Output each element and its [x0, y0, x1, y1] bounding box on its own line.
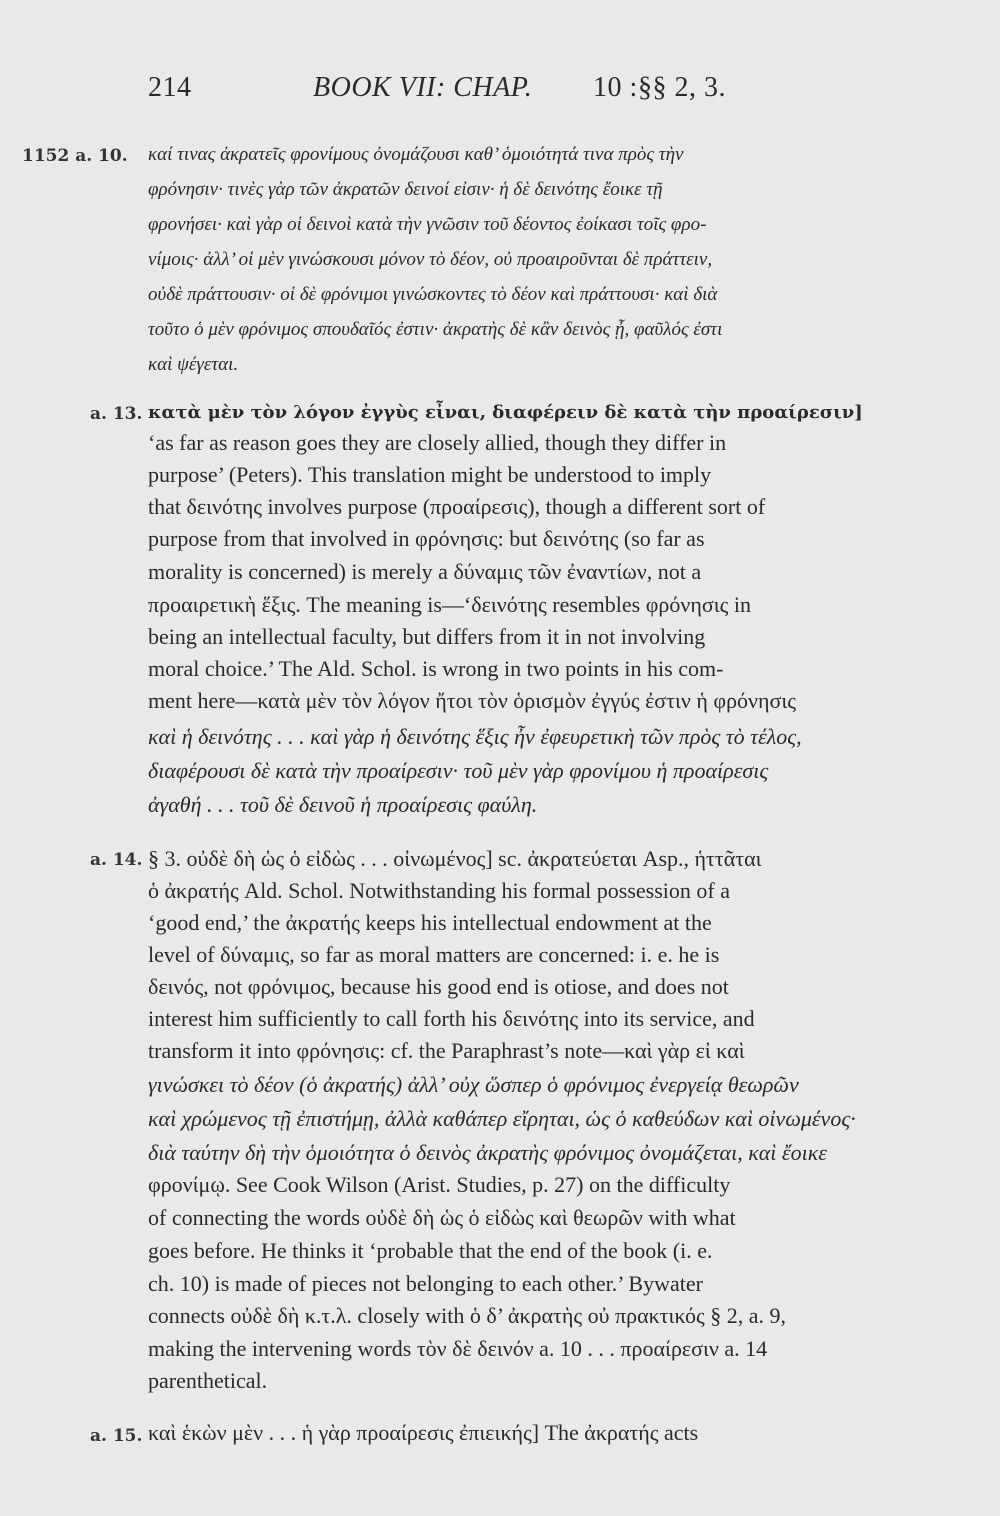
- section-range: §§ 2, 3.: [638, 72, 726, 103]
- line-reference: a. 13.: [90, 404, 143, 424]
- page-number: 214: [148, 72, 192, 103]
- note-line: ‘good end,’ the ἀκρατής keeps his intellectual endowment at the: [148, 910, 712, 935]
- note-line: of connecting the words οὐδὲ δὴ ὡς ὁ εἰδὼς καὶ θεωρῶν with what: [148, 1205, 736, 1230]
- lemma: κατὰ μὲν τὸν λόγον ἐγγὺς εἶναι, διαφέρειν δὲ κατὰ τὴν προαίρεσιν]: [148, 402, 863, 423]
- note-line: § 3. οὐδὲ δὴ ὡς ὁ εἰδὼς . . . οἰνωμένος] sc. ἀκρατεύεται Asp., ἡττᾶται: [148, 846, 762, 871]
- note-line: διαφέρουσι δὲ κατὰ τὴν προαίρεσιν· τοῦ μὲν γὰρ φρονίμου ἡ προαίρεσις: [148, 758, 769, 783]
- line-reference: a. 15.: [90, 1426, 143, 1446]
- note-line: καὶ ἡ δεινότης . . . καὶ γὰρ ἡ δεινότης ἕξις ἦν ἐφευρετικὴ τῶν πρὸς τὸ τέλος,: [148, 724, 802, 749]
- line-reference: 1152 a. 10.: [22, 146, 128, 166]
- book-title: BOOK VII: CHAP.: [313, 72, 533, 103]
- note-line: δεινός, not φρόνιμος, because his good end is otiose, and does not: [148, 974, 729, 999]
- quote-line: τοῦτο ὁ μὲν φρόνιμος σπουδαῖός ἐστιν· ἀκρατὴς δὲ κἂν δεινὸς ᾖ, φαῦλός ἐστι: [148, 319, 723, 340]
- quote-line: φρόνησιν· τινὲς γὰρ τῶν ἀκρατῶν δεινοί εἰσιν· ἡ δὲ δεινότης ἔοικε τῇ: [148, 179, 663, 200]
- quote-line: καί τινας ἀκρατεῖς φρονίμους ὀνομάζουσι καθ’ ὁμοιότητά τινα πρὸς τὴν: [148, 144, 684, 165]
- note-line: parenthetical.: [148, 1368, 268, 1393]
- note-line: connects οὐδὲ δὴ κ.τ.λ. closely with ὁ δ’ ἀκρατὴς οὐ πρακτικός § 2, a. 9,: [148, 1303, 787, 1328]
- note-line: προαιρετικὴ ἕξις. The meaning is—‘δεινότης resembles φρόνησις in: [148, 592, 751, 617]
- note-line: interest him sufficiently to call forth his δεινότης into its service, and: [148, 1006, 755, 1031]
- note-line: ὁ ἀκρατής Ald. Schol. Notwithstanding his formal possession of a: [148, 878, 730, 903]
- note-line: φρονίμῳ. See Cook Wilson (Arist. Studies, p. 27) on the difficulty: [148, 1172, 731, 1197]
- note-line: being an intellectual faculty, but differs from it in not involving: [148, 624, 706, 649]
- note-line: διὰ ταύτην δὴ τὴν ὁμοιότητα ὁ δεινὸς ἀκρατὴς φρόνιμος ὀνομάζεται, καὶ ἔοικε: [148, 1140, 827, 1165]
- note-line: ἀγαθή . . . τοῦ δὲ δεινοῦ ἡ προαίρεσις φαύλη.: [148, 792, 538, 817]
- note-line: καὶ χρώμενος τῇ ἐπιστήμῃ, ἀλλὰ καθάπερ εἴρηται, ὡς ὁ καθεύδων καὶ οἰνωμένος·: [148, 1106, 856, 1131]
- note-line: γινώσκει τὸ δέον (ὁ ἀκρατής) ἀλλ’ οὐχ ὥσπερ ὁ φρόνιμος ἐνεργείᾳ θεωρῶν: [148, 1072, 799, 1097]
- note-line: moral choice.’ The Ald. Schol. is wrong in two points in his com-: [148, 656, 724, 681]
- note-line: goes before. He thinks it ‘probable that the end of the book (i. e.: [148, 1238, 713, 1263]
- note-line: purpose from that involved in φρόνησις: but δεινότης (so far as: [148, 526, 705, 551]
- quote-line: οὐδὲ πράττουσιν· οἱ δὲ φρόνιμοι γινώσκοντες τὸ δέον καὶ πράττουσι· καὶ διὰ: [148, 284, 718, 305]
- quote-line: φρονήσει· καὶ γὰρ οἱ δεινοὶ κατὰ τὴν γνῶσιν τοῦ δέοντος ἐοίκασι τοῖς φρο-: [148, 214, 707, 235]
- note-line: ‘as far as reason goes they are closely allied, though they differ in: [148, 430, 727, 455]
- note-line: level of δύναμις, so far as moral matters are concerned: i. e. he is: [148, 942, 720, 967]
- note-line: making the intervening words τὸν δὲ δεινόν a. 10 . . . προαίρεσιν a. 14: [148, 1336, 768, 1361]
- note-line: καὶ ἑκὼν μὲν . . . ἡ γὰρ προαίρεσις ἐπιεικής] The ἀκρατής acts: [148, 1420, 699, 1445]
- note-line: ch. 10) is made of pieces not belonging to each other.’ Bywater: [148, 1271, 703, 1296]
- note-line: morality is concerned) is merely a δύναμις τῶν ἐναντίων, not a: [148, 559, 702, 584]
- note-line: ment here—κατὰ μὲν τὸν λόγον ἤτοι τὸν ὁρισμὸν ἐγγύς ἐστιν ἡ φρόνησις: [148, 688, 797, 713]
- quote-line: νίμοις· ἀλλ’ οἱ μὲν γινώσκουσι μόνον τὸ δέον, οὐ προαιροῦνται δὲ πράττειν,: [148, 249, 713, 270]
- quote-line: καὶ ψέγεται.: [148, 354, 239, 375]
- note-line: that δεινότης involves purpose (προαίρεσις), though a different sort of: [148, 494, 766, 519]
- note-line: purpose’ (Peters). This translation might be understood to imply: [148, 462, 712, 487]
- line-reference: a. 14.: [90, 850, 143, 870]
- chapter-number: 10 :: [593, 72, 638, 103]
- note-line: transform it into φρόνησις: cf. the Paraphrast’s note—καὶ γὰρ εἰ καὶ: [148, 1038, 745, 1063]
